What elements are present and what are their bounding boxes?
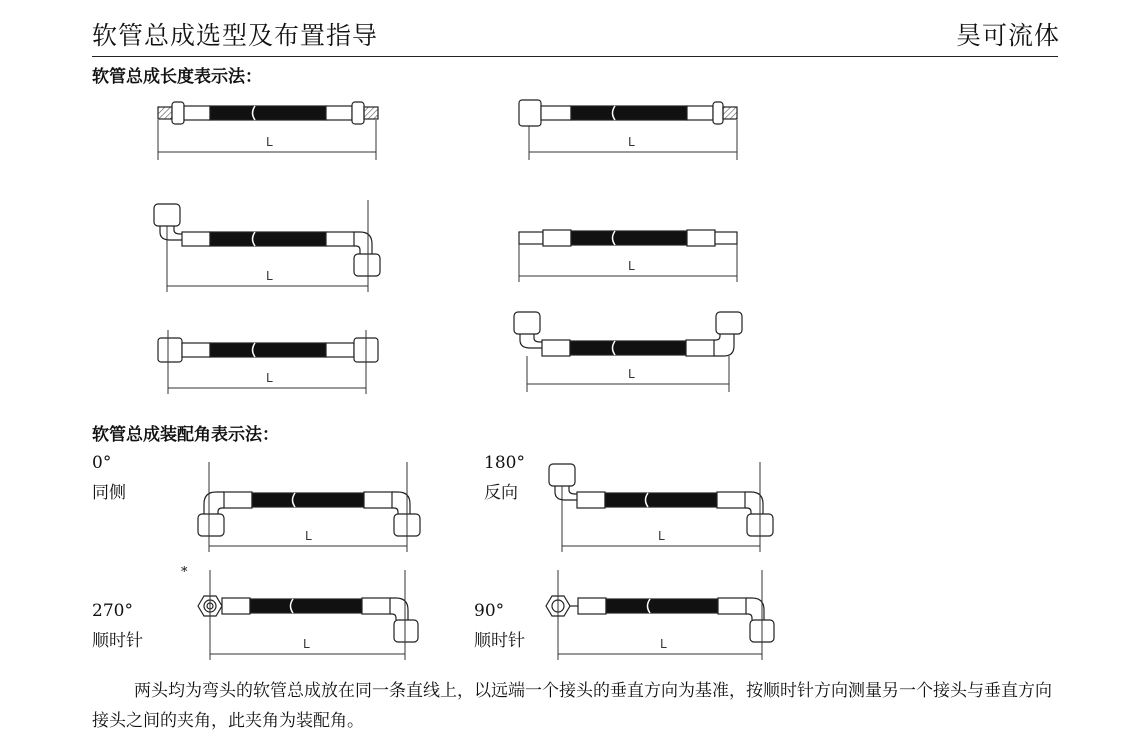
angle-90-label: 90° 顺时针 xyxy=(474,601,525,651)
angle-270-label: 270° 顺时针 xyxy=(92,601,143,651)
svg-text:L: L xyxy=(303,637,310,651)
angle-0-label: 0° 同侧 xyxy=(92,453,126,503)
svg-text:L: L xyxy=(266,371,273,385)
svg-text:L: L xyxy=(658,529,665,543)
brand-name: 昊可流体 xyxy=(955,21,1060,50)
dimension-label: L xyxy=(266,135,273,149)
page-title: 软管总成选型及布置指导 xyxy=(92,21,379,50)
svg-text:L: L xyxy=(266,269,273,283)
section-length-title: 软管总成长度表示法： xyxy=(92,67,262,87)
angle-180-label: 180° 反向 xyxy=(484,453,525,503)
footnote-mark: * xyxy=(181,565,188,580)
svg-text:L: L xyxy=(660,637,667,651)
svg-text:L: L xyxy=(305,529,312,543)
svg-text:L: L xyxy=(628,135,635,149)
explanation-paragraph: 两头均为弯头的软管总成放在同一条直线上，以远端一个接头的垂直方向为基准，按顺时针方向测量另一个接头与垂直方向接头之间的夹角，此夹角为装配角。 xyxy=(92,681,1052,731)
section-angle-title: 软管总成装配角表示法： xyxy=(92,425,279,445)
svg-text:L: L xyxy=(628,259,635,273)
svg-text:L: L xyxy=(628,367,635,381)
